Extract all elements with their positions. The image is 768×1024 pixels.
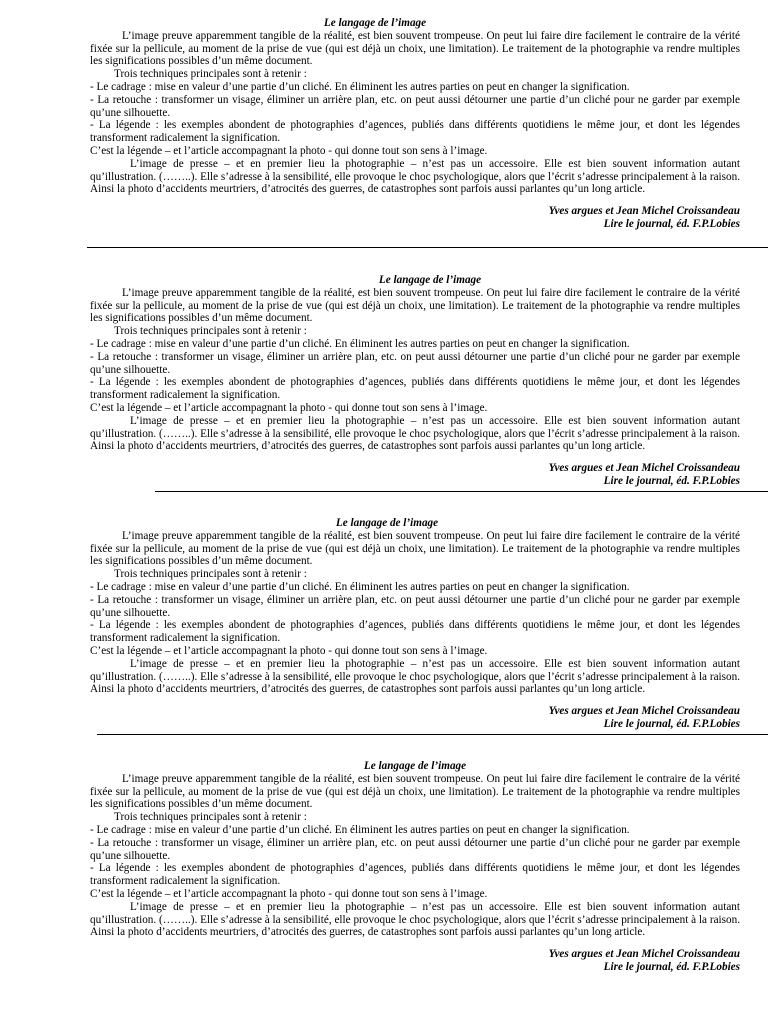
technique-retouche: - La retouche : transformer un visage, éliminer un arrière plan, etc. on peut aussi détourner une partie d’un cliché pour ne garder par exemple qu’une silhouette.	[90, 836, 740, 862]
separator-rule	[87, 247, 768, 248]
article-title: Le langage de l’image	[378, 274, 482, 286]
technique-cadrage: - Le cadrage : mise en valeur d’une partie d’un cliché. En éliminent les autres parties on peut en changer la signification.	[90, 80, 630, 93]
legend-sentence: C’est la légende – et l’article accompagnant la photo - qui donne tout son sens à l’image.	[90, 644, 488, 657]
legend-sentence: C’est la légende – et l’article accompagnant la photo - qui donne tout son sens à l’image.	[90, 887, 488, 900]
legend-sentence: C’est la légende – et l’article accompagnant la photo - qui donne tout son sens à l’image.	[90, 144, 488, 157]
article-paragraph-1: L’image preuve apparemment tangible de la réalité, est bien souvent trompeuse. On peut lui faire dire facilement le contraire de la vérité fixée sur la pellicule, au moment de la prise de vue (qui est déjà un choix, une limitation). Le traitement de la photographie va rendre multiples les significations possibles d’un même document.	[90, 772, 740, 811]
article-copy-2	[90, 274, 740, 488]
article-paragraph-2: L’image de presse – et en premier lieu la photographie – n’est pas un accessoire. Elle est bien souvent information autant qu’illustration. (……..). Elle s’adresse à la sensibilité, elle provoque le choc psychologique, alors que l’écrit s’adresse principalement à la raison. Ainsi la photo d’accidents meurtriers, d’atrocités des guerres, de catastrophes sont parfois aussi parlantes qu’un long article.	[90, 900, 740, 939]
techniques-intro: Trois techniques principales sont à retenir :	[114, 568, 307, 581]
article-title: Le langage de l’image	[363, 760, 467, 772]
technique-cadrage: - Le cadrage : mise en valeur d’une partie d’un cliché. En éliminent les autres parties on peut en changer la signification.	[90, 823, 630, 836]
techniques-intro: Trois techniques principales sont à retenir :	[114, 68, 307, 81]
technique-legende: - La légende : les exemples abondent de photographies d’agences, publiés dans différents quotidiens le même jour, et dont les légendes transforment radicalement la signification.	[90, 619, 740, 645]
authors-signature: Yves argues et Jean Michel Croissandeau	[548, 705, 740, 718]
technique-retouche: - La retouche : transformer un visage, éliminer un arrière plan, etc. on peut aussi détourner une partie d’un cliché pour ne garder par exemple qu’une silhouette.	[90, 93, 740, 119]
article-paragraph-1: L’image preuve apparemment tangible de la réalité, est bien souvent trompeuse. On peut lui faire dire facilement le contraire de la vérité fixée sur la pellicule, au moment de la prise de vue (qui est déjà un choix, une limitation). Le traitement de la photographie va rendre multiples les significations possibles d’un même document.	[90, 29, 740, 68]
article-paragraph-1: L’image preuve apparemment tangible de la réalité, est bien souvent trompeuse. On peut lui faire dire facilement le contraire de la vérité fixée sur la pellicule, au moment de la prise de vue (qui est déjà un choix, une limitation). Le traitement de la photographie va rendre multiples les significations possibles d’un même document.	[90, 529, 740, 568]
technique-cadrage: - Le cadrage : mise en valeur d’une partie d’un cliché. En éliminent les autres parties on peut en changer la signification.	[90, 580, 630, 593]
source-reference: Lire le journal, éd. F.P.Lobies	[603, 717, 740, 730]
separator-rule	[155, 491, 768, 492]
source-reference: Lire le journal, éd. F.P.Lobies	[603, 960, 740, 973]
technique-legende: - La légende : les exemples abondent de photographies d’agences, publiés dans différents quotidiens le même jour, et dont les légendes transforment radicalement la signification.	[90, 862, 740, 888]
source-reference: Lire le journal, éd. F.P.Lobies	[603, 474, 740, 487]
techniques-intro: Trois techniques principales sont à retenir :	[114, 325, 307, 338]
authors-signature: Yves argues et Jean Michel Croissandeau	[548, 205, 740, 218]
separator-rule	[97, 734, 768, 735]
techniques-intro: Trois techniques principales sont à retenir :	[114, 811, 307, 824]
authors-signature: Yves argues et Jean Michel Croissandeau	[548, 948, 740, 961]
technique-retouche: - La retouche : transformer un visage, éliminer un arrière plan, etc. on peut aussi détourner une partie d’un cliché pour ne garder par exemple qu’une silhouette.	[90, 593, 740, 619]
technique-retouche: - La retouche : transformer un visage, éliminer un arrière plan, etc. on peut aussi détourner une partie d’un cliché pour ne garder par exemple qu’une silhouette.	[90, 350, 740, 376]
article-paragraph-2: L’image de presse – et en premier lieu la photographie – n’est pas un accessoire. Elle est bien souvent information autant qu’illustration. (……..). Elle s’adresse à la sensibilité, elle provoque le choc psychologique, alors que l’écrit s’adresse principalement à la raison. Ainsi la photo d’accidents meurtriers, d’atrocités des guerres, de catastrophes sont parfois aussi parlantes qu’un long article.	[90, 157, 740, 196]
article-copy-1	[90, 17, 740, 231]
article-copy-4	[90, 760, 740, 974]
article-title: Le langage de l’image	[323, 17, 427, 29]
technique-legende: - La légende : les exemples abondent de photographies d’agences, publiés dans différents quotidiens le même jour, et dont les légendes transforment radicalement la signification.	[90, 376, 740, 402]
technique-cadrage: - Le cadrage : mise en valeur d’une partie d’un cliché. En éliminent les autres parties on peut en changer la signification.	[90, 337, 630, 350]
article-title: Le langage de l’image	[335, 517, 439, 529]
article-paragraph-2: L’image de presse – et en premier lieu la photographie – n’est pas un accessoire. Elle est bien souvent information autant qu’illustration. (……..). Elle s’adresse à la sensibilité, elle provoque le choc psychologique, alors que l’écrit s’adresse principalement à la raison. Ainsi la photo d’accidents meurtriers, d’atrocités des guerres, de catastrophes sont parfois aussi parlantes qu’un long article.	[90, 657, 740, 696]
authors-signature: Yves argues et Jean Michel Croissandeau	[548, 462, 740, 475]
legend-sentence: C’est la légende – et l’article accompagnant la photo - qui donne tout son sens à l’image.	[90, 401, 488, 414]
technique-legende: - La légende : les exemples abondent de photographies d’agences, publiés dans différents quotidiens le même jour, et dont les légendes transforment radicalement la signification.	[90, 119, 740, 145]
article-paragraph-2: L’image de presse – et en premier lieu la photographie – n’est pas un accessoire. Elle est bien souvent information autant qu’illustration. (……..). Elle s’adresse à la sensibilité, elle provoque le choc psychologique, alors que l’écrit s’adresse principalement à la raison. Ainsi la photo d’accidents meurtriers, d’atrocités des guerres, de catastrophes sont parfois aussi parlantes qu’un long article.	[90, 414, 740, 453]
article-copy-3	[90, 517, 740, 731]
article-paragraph-1: L’image preuve apparemment tangible de la réalité, est bien souvent trompeuse. On peut lui faire dire facilement le contraire de la vérité fixée sur la pellicule, au moment de la prise de vue (qui est déjà un choix, une limitation). Le traitement de la photographie va rendre multiples les significations possibles d’un même document.	[90, 286, 740, 325]
source-reference: Lire le journal, éd. F.P.Lobies	[603, 217, 740, 230]
